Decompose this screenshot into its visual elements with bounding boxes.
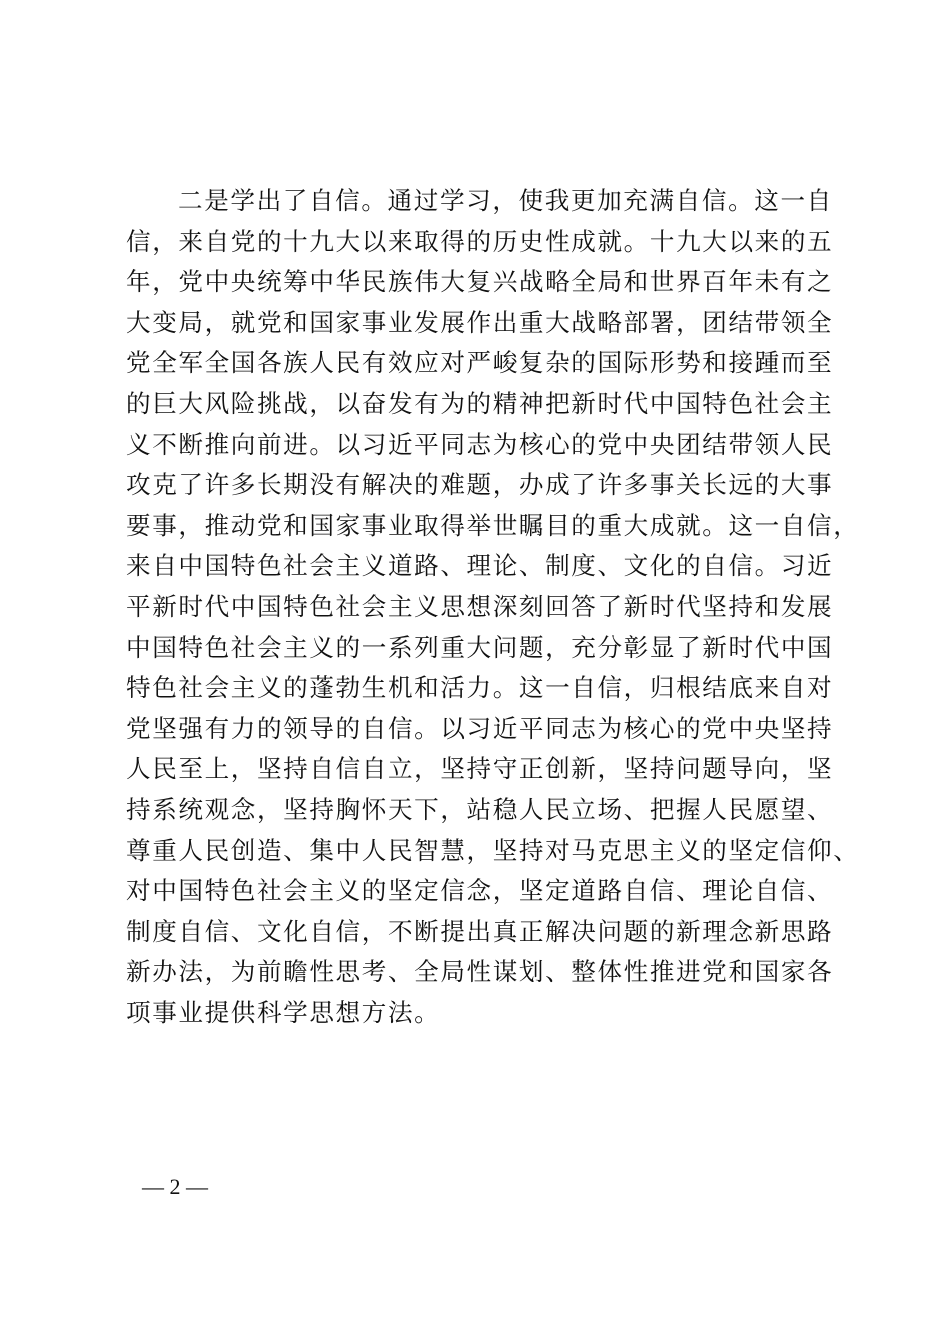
paragraph-line: 义不断推向前进。以习近平同志为核心的党中央团结带领人民 [126,429,834,459]
paragraph-line: 对中国特色社会主义的坚定信念，坚定道路自信、理论自信、 [126,876,834,906]
paragraph-line: 持系统观念，坚持胸怀天下，站稳人民立场、把握人民愿望、 [126,794,834,824]
paragraph-line: 中国特色社会主义的一系列重大问题，充分彰显了新时代中国 [126,632,834,662]
paragraph-line: 年，党中央统筹中华民族伟大复兴战略全局和世界百年未有之 [126,267,834,297]
paragraph-line: 尊重人民创造、集中人民智慧，坚持对马克思主义的坚定信仰、 [126,835,860,865]
page-number: — 2 — [142,1174,208,1199]
paragraph-line: 大变局，就党和国家事业发展作出重大战略部署，团结带领全 [126,307,834,337]
paragraph-line: 信，来自党的十九大以来取得的历史性成就。十九大以来的五 [126,226,834,256]
paragraph-line: 攻克了许多长期没有解决的难题，办成了许多事关长远的大事 [126,470,834,500]
paragraph-line: 项事业提供科学思想方法。 [126,997,441,1027]
paragraph-line: 二是学出了自信。通过学习，使我更加充满自信。这一自 [178,186,833,215]
paragraph-line: 来自中国特色社会主义道路、理论、制度、文化的自信。习近 [126,551,834,581]
paragraph-line: 平新时代中国特色社会主义思想深刻回答了新时代坚持和发展 [126,591,834,621]
paragraph-line: 党坚强有力的领导的自信。以习近平同志为核心的党中央坚持 [126,713,834,743]
body-paragraph [126,181,860,1033]
paragraph-line: 人民至上，坚持自信自立，坚持守正创新，坚持问题导向，坚 [126,754,834,784]
paragraph-line: 要事，推动党和国家事业取得举世瞩目的重大成就。这一自信， [126,510,860,540]
paragraph-line: 制度自信、文化自信，不断提出真正解决问题的新理念新思路 [126,916,834,946]
paragraph-line: 新办法，为前瞻性思考、全局性谋划、整体性推进党和国家各 [126,957,834,987]
paragraph-line: 党全军全国各族人民有效应对严峻复杂的国际形势和接踵而至 [126,348,834,378]
paragraph-line: 的巨大风险挑战，以奋发有为的精神把新时代中国特色社会主 [126,388,834,418]
paragraph-line: 特色社会主义的蓬勃生机和活力。这一自信，归根结底来自对 [126,673,834,703]
